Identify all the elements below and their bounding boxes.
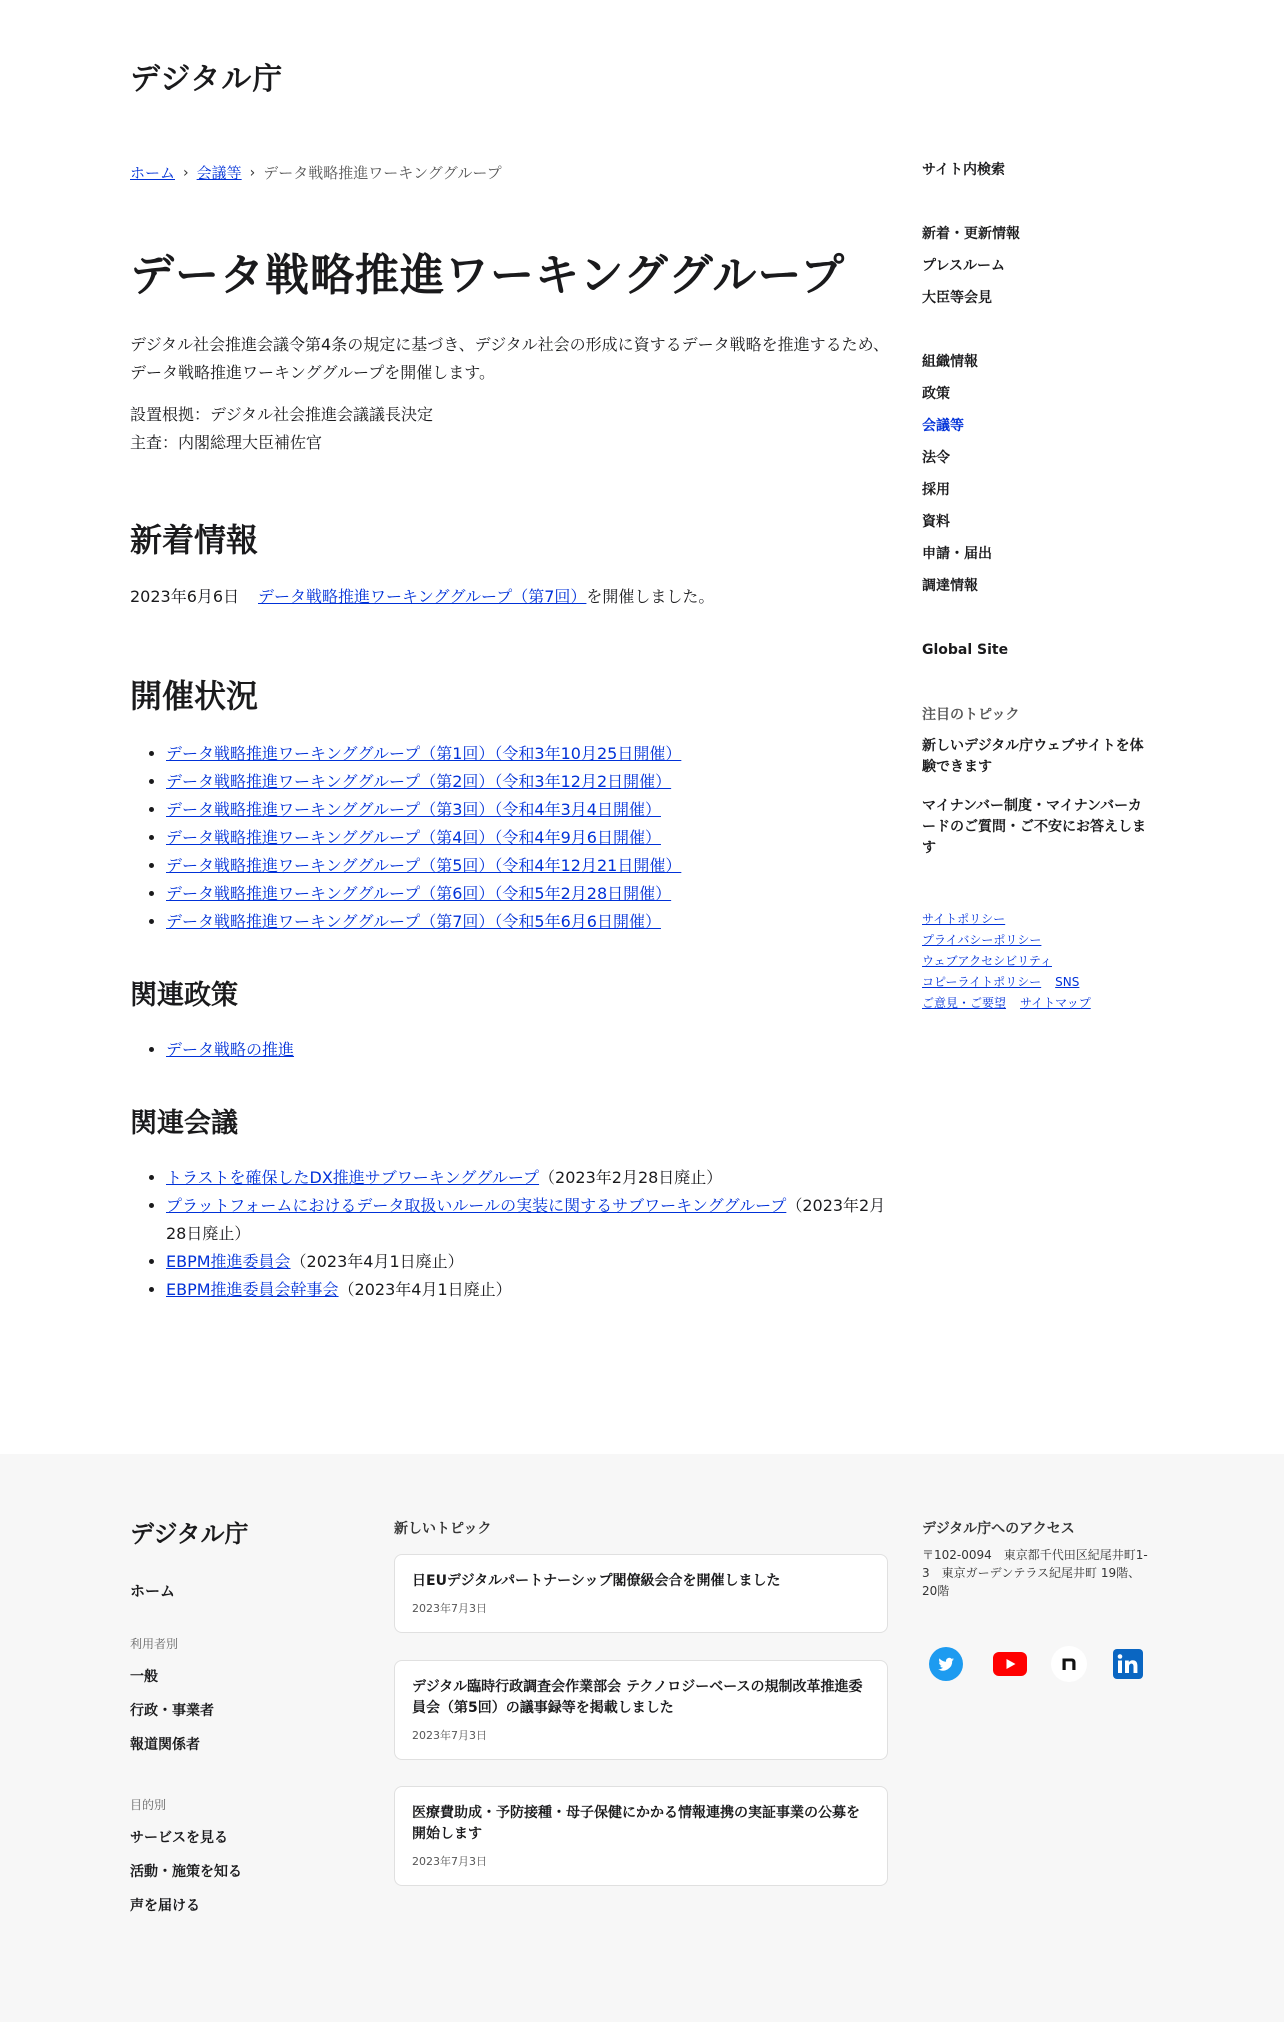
news-item <box>130 583 890 611</box>
footer-link-services[interactable]: サービスを見る <box>130 1830 228 1846</box>
sitemap-link[interactable]: サイトマップ <box>1020 996 1091 1010</box>
list-item <box>166 852 890 880</box>
sidebar-item-recruit[interactable]: 採用 <box>922 482 950 498</box>
list-item <box>166 796 890 824</box>
list-item <box>166 740 890 768</box>
site-search-link[interactable]: サイト内検索 <box>922 162 1006 178</box>
youtube-icon <box>993 1652 1027 1676</box>
sidebar <box>922 160 1152 1014</box>
news-link[interactable]: データ戦略推進ワーキンググループ（第7回） <box>258 587 587 607</box>
basis-text: 設置根拠：デジタル社会推進会議議長決定 <box>130 404 434 424</box>
meeting-link-2[interactable]: データ戦略推進ワーキンググループ（第2回）（令和3年12月2日開催） <box>166 771 672 791</box>
sidebar-item-applications[interactable]: 申請・届出 <box>922 546 992 562</box>
meeting-link-1[interactable]: データ戦略推進ワーキンググループ（第1回）（令和3年10月25日開催） <box>166 743 682 763</box>
list-item <box>166 1276 890 1304</box>
related-meeting-note-1: （2023年2月28日廃止） <box>539 1168 723 1188</box>
main-content <box>130 250 890 1304</box>
topic-card-2[interactable] <box>394 1660 888 1760</box>
related-meeting-note-4: （2023年4月1日廃止） <box>338 1280 512 1300</box>
sidebar-item-organization[interactable]: 組織情報 <box>922 354 978 370</box>
breadcrumb-parent[interactable]: 会議等 <box>196 164 242 182</box>
access-label: デジタル庁へのアクセス <box>922 1521 1075 1537</box>
global-site-link[interactable]: Global Site <box>922 642 1009 658</box>
note-icon[interactable] <box>1049 1644 1089 1684</box>
breadcrumb-home[interactable]: ホーム <box>130 164 176 182</box>
new-topics-label: 新しいトピック <box>394 1521 492 1537</box>
topic-card-title: 日EUデジタルパートナーシップ閣僚級会合を開催しました <box>412 1573 781 1589</box>
topic-card-date: 2023年7月3日 <box>412 1729 487 1742</box>
related-meeting-link-3[interactable]: EBPM推進委員会 <box>166 1252 291 1272</box>
related-meeting-link-1[interactable]: トラストを確保したDX推進サブワーキンググループ <box>166 1168 540 1188</box>
meeting-link-3[interactable]: データ戦略推進ワーキンググループ（第3回）（令和4年3月4日開催） <box>166 799 661 819</box>
news-date: 2023年6月6日 <box>130 587 240 607</box>
chevron-right-icon: › <box>249 164 256 181</box>
topic-card-3[interactable] <box>394 1786 888 1886</box>
related-meetings-heading: 関連会議 <box>130 1107 238 1139</box>
status-heading: 開催状況 <box>130 677 259 716</box>
by-purpose-label: 目的別 <box>130 1798 167 1812</box>
meeting-link-5[interactable]: データ戦略推進ワーキンググループ（第5回）（令和4年12月21日開催） <box>166 855 682 875</box>
list-item <box>166 1192 890 1248</box>
footer <box>0 1454 1284 2022</box>
related-meeting-link-4[interactable]: EBPM推進委員会幹事会 <box>166 1280 339 1300</box>
privacy-policy-link[interactable]: プライバシーポリシー <box>922 933 1042 947</box>
sidebar-item-policy[interactable]: 政策 <box>922 386 950 402</box>
policy-link[interactable]: データ戦略の推進 <box>166 1039 295 1059</box>
feedback-link[interactable]: ご意見・ご要望 <box>922 996 1007 1010</box>
policy-heading: 関連政策 <box>130 979 238 1011</box>
topic-card-date: 2023年7月3日 <box>412 1602 487 1615</box>
linkedin-icon <box>1112 1648 1144 1680</box>
list-item <box>166 1248 890 1276</box>
sidebar-item-laws[interactable]: 法令 <box>922 450 950 466</box>
chevron-right-icon: › <box>183 164 189 181</box>
meeting-link-4[interactable]: データ戦略推進ワーキンググループ（第4回）（令和4年9月6日開催） <box>166 827 661 847</box>
copyright-policy-link[interactable]: コピーライトポリシー <box>922 975 1042 989</box>
footer-link-voice[interactable]: 声を届ける <box>130 1898 200 1914</box>
lead-text: デジタル社会推進会議令第4条の規定に基づき、デジタル社会の形成に資するデータ戦略を推進するため、データ戦略推進ワーキンググループを開催します。 <box>130 334 889 382</box>
sidebar-item-press-conference[interactable]: 大臣等会見 <box>922 290 992 306</box>
related-meeting-note-2: （2023年2月28日廃止） <box>166 1196 886 1244</box>
site-logo[interactable]: デジタル庁 <box>130 62 284 97</box>
sidebar-item-procurement[interactable]: 調達情報 <box>922 578 978 594</box>
related-meetings-list <box>130 1164 890 1304</box>
sns-link[interactable]: SNS <box>1055 975 1080 989</box>
note-icon <box>1051 1646 1087 1682</box>
footer-home-link[interactable]: ホーム <box>130 1582 176 1600</box>
footer-link-general[interactable]: 一般 <box>130 1669 158 1685</box>
topics-label: 注目のトピック <box>922 707 1020 723</box>
sidebar-item-meetings[interactable]: 会議等 <box>922 418 964 434</box>
related-meeting-link-2[interactable]: プラットフォームにおけるデータ取扱いルールの実装に関するサブワーキンググループ <box>166 1196 787 1216</box>
news-heading: 新着情報 <box>130 520 259 559</box>
topic-card-title: デジタル臨時行政調査会作業部会 テクノロジーベースの規制改革推進委員会（第5回）の議事録等を掲載しました <box>412 1679 863 1716</box>
status-list <box>130 740 890 936</box>
host-text: 主査：内閣総理大臣補佐官 <box>130 432 323 452</box>
sidebar-group-news <box>922 224 1152 308</box>
topic-link-1[interactable]: 新しいデジタル庁ウェブサイトを体験できます <box>922 738 1144 775</box>
topic-link-2[interactable]: マイナンバー制度・マイナンバーカードのご質問・ご不安にお答えします <box>922 798 1146 856</box>
topic-card-1[interactable] <box>394 1554 888 1633</box>
sidebar-item-materials[interactable]: 資料 <box>922 514 950 530</box>
meeting-link-7[interactable]: データ戦略推進ワーキンググループ（第7回）（令和5年6月6日開催） <box>166 911 661 931</box>
sidebar-group-main <box>922 352 1152 596</box>
web-accessibility-link[interactable]: ウェブアクセシビリティ <box>922 954 1052 968</box>
breadcrumb <box>130 162 502 183</box>
list-item <box>166 768 890 796</box>
youtube-icon[interactable] <box>990 1644 1030 1684</box>
breadcrumb-current: データ戦略推進ワーキンググループ <box>263 164 502 182</box>
policy-links <box>922 909 1152 1014</box>
twitter-icon[interactable] <box>926 1644 966 1684</box>
by-user-label: 利用者別 <box>130 1637 179 1651</box>
site-policy-link[interactable]: サイトポリシー <box>922 912 1006 926</box>
list-item <box>166 1036 890 1064</box>
twitter-icon <box>929 1647 963 1681</box>
linkedin-icon[interactable] <box>1108 1644 1148 1684</box>
meeting-link-6[interactable]: データ戦略推進ワーキンググループ（第6回）（令和5年2月28日開催） <box>166 883 672 903</box>
sidebar-item-press[interactable]: プレスルーム <box>922 258 1006 274</box>
list-item <box>166 824 890 852</box>
topic-card-title: 医療費助成・予防接種・母子保健にかかる情報連携の実証事業の公募を開始します <box>412 1805 860 1842</box>
news-suffix: を開催しました。 <box>586 587 715 607</box>
related-meeting-note-3: （2023年4月1日廃止） <box>290 1252 464 1272</box>
footer-nav <box>130 1580 242 1915</box>
list-item <box>166 880 890 908</box>
footer-link-activities[interactable]: 活動・施策を知る <box>130 1864 242 1880</box>
page-title: データ戦略推進ワーキンググループ <box>130 250 846 301</box>
address-text: 〒102-0094 東京都千代田区紀尾井町1-3 東京ガーデンテラス紀尾井町 19階、20階 <box>922 1548 1148 1598</box>
list-item <box>166 908 890 936</box>
policy-list <box>130 1036 890 1064</box>
footer-logo[interactable]: デジタル庁 <box>130 1520 249 1548</box>
list-item <box>166 1164 890 1192</box>
footer-link-business[interactable]: 行政・事業者 <box>130 1703 214 1719</box>
footer-link-press[interactable]: 報道関係者 <box>130 1737 200 1753</box>
topic-card-date: 2023年7月3日 <box>412 1855 487 1868</box>
sidebar-item-news[interactable]: 新着・更新情報 <box>922 226 1020 242</box>
